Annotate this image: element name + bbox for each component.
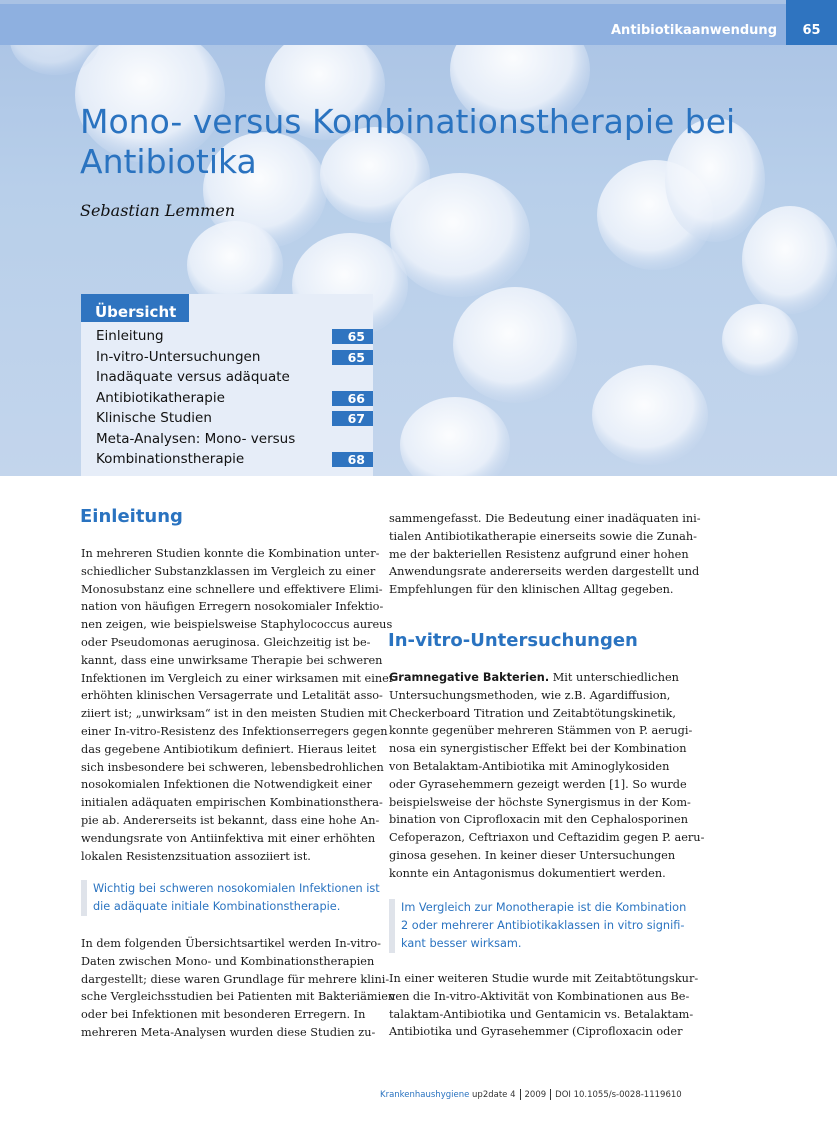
text-line: sche Vergleichsstudien bei Patienten mit Bakteriämien (81, 990, 396, 1004)
article-title (80, 102, 780, 182)
overview-page-number: 67 (332, 411, 373, 426)
text-line: das gegebene Antibiotikum definiert. Hieraus leitet (81, 742, 377, 756)
text-line (389, 669, 704, 687)
text-line: Wichtig bei schweren nosokomialen Infektionen ist (93, 882, 380, 895)
page-footer (380, 1089, 682, 1100)
overview-page-number: 65 (332, 350, 373, 365)
text-line: Antibiotika und Gyrasehemmer (Ciprofloxacin oder (389, 1025, 683, 1039)
text-line: In mehreren Studien konnte die Kombination unter- (81, 547, 380, 560)
paragraph (389, 510, 701, 599)
text-line: kant besser wirksam. (401, 937, 522, 950)
text-line: Monosubstanz eine schnellere und effektivere Elimi- (81, 582, 383, 596)
text-line: talaktam-Antibiotika und Gentamicin vs. Betalaktam- (389, 1007, 694, 1021)
text-line: me der bakteriellen Resistenz aufgrund einer hohen (389, 547, 689, 561)
text-line: beispielsweise der höchste Synergismus in der Kom- (389, 795, 691, 809)
overview-item[interactable]: Antibiotikatherapie (96, 390, 225, 406)
journal-name: Krankenhaushygiene (380, 1090, 470, 1100)
text-line: konnte ein Antagonismus dokumentiert werden. (389, 866, 666, 880)
callout-box (389, 899, 686, 953)
title-line-2: Antibiotika (80, 142, 257, 181)
text-line: Untersuchungsmethoden, wie z.B. Agardiffusion, (389, 688, 671, 702)
overview-page-number: 68 (332, 452, 373, 467)
text-line: Anwendungsrate andererseits werden dargestellt und (389, 565, 700, 579)
divider (520, 1089, 521, 1100)
text-fragment: Mit unterschiedlichen (549, 671, 679, 684)
text-line: einer In-vitro-Resistenz des Infektionserregers gegen (81, 724, 388, 738)
title-line-1: Mono- versus Kombinationstherapie bei (80, 102, 736, 141)
text-line: sammengefasst. Die Bedeutung einer inadäquaten ini- (389, 512, 701, 525)
text-line: Im Vergleich zur Monotherapie ist die Kombination (401, 901, 687, 914)
text-line: Daten zwischen Mono- und Kombinationstherapien (81, 954, 375, 968)
text-line: ziiert ist; „unwirksam“ ist in den meisten Studien mit (81, 707, 387, 721)
text-line: dargestellt; diese waren Grundlage für mehrere klini- (81, 972, 390, 986)
text-line: In einer weiteren Studie wurde mit Zeitabtötungskur- (389, 972, 699, 985)
paragraph (81, 545, 394, 865)
overview-heading: Übersicht (81, 294, 189, 322)
text-line: kannt, dass eine unwirksame Therapie bei schweren (81, 653, 383, 667)
text-line: mehreren Meta-Analysen wurden diese Studien zu- (81, 1025, 376, 1039)
text-line: oder Pseudomonas aeruginosa. Gleichzeitig ist be- (81, 635, 371, 649)
paragraph (389, 970, 698, 1041)
text-line: die adäquate initiale Kombinationstherapie. (93, 900, 341, 913)
paragraph-lead: Gramnegative Bakterien. (389, 671, 550, 684)
text-line: wendungsrate von Antiinfektiva mit einer erhöhten (81, 831, 376, 845)
text-line: erhöhten klinischen Versagerrate und Letalität asso- (81, 689, 383, 703)
overview-item[interactable]: Kombinationstherapie (96, 451, 245, 467)
overview-item[interactable]: Meta-Analysen: Mono- versus (96, 431, 296, 447)
paragraph (81, 935, 395, 1042)
divider (550, 1089, 551, 1100)
text-line: In dem folgenden Übersichtsartikel werden In-vitro- (81, 937, 381, 950)
overview-page-number: 66 (332, 391, 373, 406)
overview-item[interactable]: Einleitung (96, 328, 164, 344)
overview-item[interactable]: Klinische Studien (96, 410, 212, 426)
text-line: Cefoperazon, Ceftriaxon und Ceftazidim gegen P. aeru- (389, 831, 705, 845)
paragraph-body (389, 687, 704, 883)
text-line: 2 oder mehrerer Antibiotikaklassen in vitro signifi- (401, 919, 685, 932)
section-heading-in-vitro: In-vitro-Untersuchungen (388, 630, 638, 651)
text-line: tialen Antibiotikatherapie einerseits sowie die Zunah- (389, 529, 697, 543)
text-line: sich insbesondere bei schweren, lebensbedrohlichen (81, 760, 384, 774)
journal-year: 2009 (524, 1090, 547, 1100)
text-line: Infektionen im Vergleich zu einer wirksamen mit einer (81, 671, 395, 685)
text-line: schiedlicher Substanzklassen im Vergleich zu einer (81, 564, 376, 578)
text-line: Empfehlungen für den klinischen Alltag gegeben. (389, 583, 674, 597)
text-line: nosokomialen Infektionen die Notwendigkeit einer (81, 778, 372, 792)
text-line: nation von häufigen Erregern nosokomialer Infektio- (81, 600, 384, 614)
overview-item[interactable]: In-vitro-Untersuchungen (96, 349, 261, 365)
article-author: Sebastian Lemmen (80, 201, 236, 220)
journal-issue: up2date 4 (472, 1090, 516, 1100)
overview-page-number: 65 (332, 329, 373, 344)
page-number: 65 (786, 0, 837, 45)
text-line: oder bei Infektionen mit besonderen Erregern. In (81, 1008, 366, 1022)
text-line: oder Gyrasehemmern gezeigt werden [1]. So wurde (389, 777, 687, 791)
text-line: initialen adäquaten empirischen Kombinationsthera- (81, 796, 383, 810)
callout-box (81, 880, 380, 916)
text-line: von Betalaktam-Antibiotika mit Aminoglykosiden (389, 759, 670, 773)
text-line: nen zeigen, wie beispielsweise Staphylococcus aureus (81, 618, 393, 632)
doi: DOI 10.1055/s-0028-1119610 (555, 1090, 682, 1100)
text-line: konnte gegenüber mehreren Stämmen von P. aerugi- (389, 724, 693, 738)
text-line: nosa ein synergistischer Effekt bei der Kombination (389, 742, 687, 756)
text-line: Checkerboard Titration und Zeitabtötungskinetik, (389, 706, 676, 720)
text-line: bination von Ciprofloxacin mit den Cephalosporinen (389, 813, 688, 827)
text-line: pie ab. Andererseits ist bekannt, dass eine hohe An- (81, 813, 380, 827)
overview-item[interactable]: Inadäquate versus adäquate (96, 369, 290, 385)
paragraph (389, 669, 704, 883)
running-head: Antibiotikaanwendung (611, 23, 777, 38)
section-heading-einleitung: Einleitung (80, 506, 183, 527)
text-line: ginosa gesehen. In keiner dieser Untersuchungen (389, 848, 676, 862)
text-line: lokalen Resistenzsituation assoziiert ist. (81, 849, 311, 863)
text-line: ven die In-vitro-Aktivität von Kombinationen aus Be- (389, 989, 690, 1003)
